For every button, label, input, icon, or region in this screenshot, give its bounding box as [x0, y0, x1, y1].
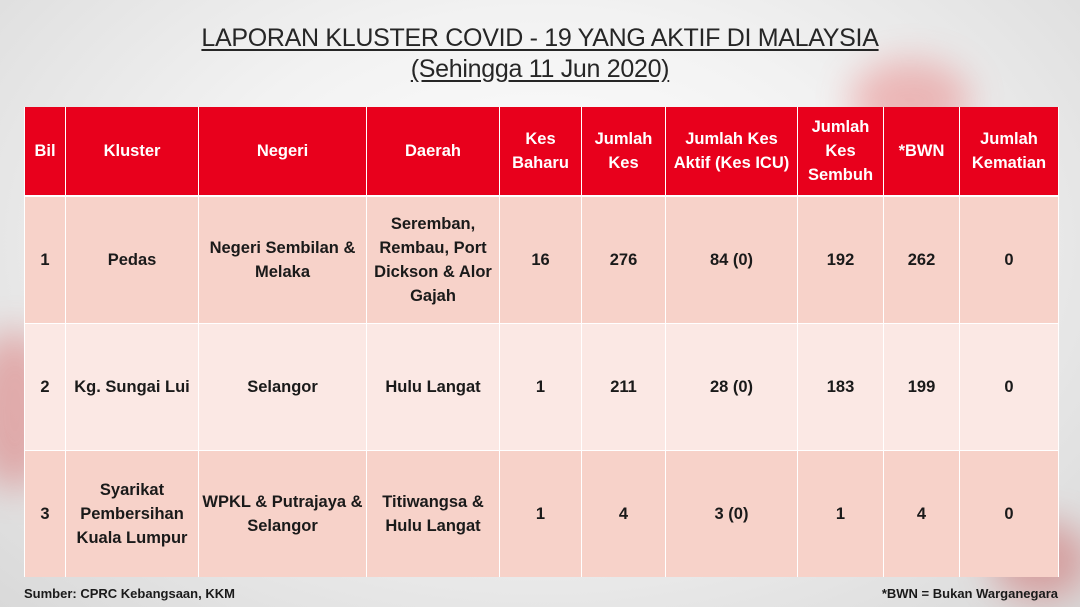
- header-negeri: Negeri: [199, 107, 367, 196]
- header-daerah: Daerah: [367, 107, 500, 196]
- cell-daerah: Titiwangsa & Hulu Langat: [367, 451, 500, 578]
- table-row: [25, 196, 1059, 324]
- cell-bwn: 4: [884, 451, 960, 578]
- cell-kes-sembuh: 192: [798, 196, 884, 324]
- cell-bwn: 199: [884, 324, 960, 451]
- cell-kes-aktif: 3 (0): [666, 451, 798, 578]
- table-row: [25, 324, 1059, 451]
- header-kes-aktif: Jumlah Kes Aktif (Kes ICU): [666, 107, 798, 196]
- table-header-row: [25, 107, 1059, 196]
- header-jumlah-kes: Jumlah Kes: [582, 107, 666, 196]
- header-bil: Bil: [25, 107, 66, 196]
- cell-kes-sembuh: 183: [798, 324, 884, 451]
- cell-bil: 1: [25, 196, 66, 324]
- cell-kes-sembuh: 1: [798, 451, 884, 578]
- header-kluster: Kluster: [66, 107, 199, 196]
- cell-kes-baharu: 16: [500, 196, 582, 324]
- cell-bwn: 262: [884, 196, 960, 324]
- cell-jumlah-kes: 211: [582, 324, 666, 451]
- cell-jumlah-kes: 4: [582, 451, 666, 578]
- page-title: LAPORAN KLUSTER COVID - 19 YANG AKTIF DI MALAYSIA: [201, 24, 879, 52]
- cell-kematian: 0: [960, 196, 1059, 324]
- cell-negeri: Selangor: [199, 324, 367, 451]
- cell-kes-baharu: 1: [500, 324, 582, 451]
- cell-kes-aktif: 28 (0): [666, 324, 798, 451]
- cell-kluster: Syarikat Pembersihan Kuala Lumpur: [66, 451, 199, 578]
- cell-negeri: Negeri Sembilan & Melaka: [199, 196, 367, 324]
- cell-kluster: Kg. Sungai Lui: [66, 324, 199, 451]
- cell-daerah: Seremban, Rembau, Port Dickson & Alor Gajah: [367, 196, 500, 324]
- cell-bil: 2: [25, 324, 66, 451]
- cell-kematian: 0: [960, 451, 1059, 578]
- cell-kes-baharu: 1: [500, 451, 582, 578]
- cell-kluster: Pedas: [66, 196, 199, 324]
- header-kes-sembuh: Jumlah Kes Sembuh: [798, 107, 884, 196]
- cell-kematian: 0: [960, 324, 1059, 451]
- bwn-footnote: *BWN = Bukan Warganegara: [881, 586, 1058, 601]
- page-subtitle: (Sehingga 11 Jun 2020): [410, 55, 670, 83]
- table-row: [25, 451, 1059, 578]
- cell-bil: 3: [25, 451, 66, 578]
- cell-kes-aktif: 84 (0): [666, 196, 798, 324]
- header-kes-baharu: Kes Baharu: [500, 107, 582, 196]
- header-kematian: Jumlah Kematian: [960, 107, 1059, 196]
- cell-daerah: Hulu Langat: [367, 324, 500, 451]
- cluster-table: [24, 107, 1059, 577]
- cell-negeri: WPKL & Putrajaya & Selangor: [199, 451, 367, 578]
- source-note: Sumber: CPRC Kebangsaan, KKM: [24, 586, 235, 601]
- cell-jumlah-kes: 276: [582, 196, 666, 324]
- header-bwn: *BWN: [884, 107, 960, 196]
